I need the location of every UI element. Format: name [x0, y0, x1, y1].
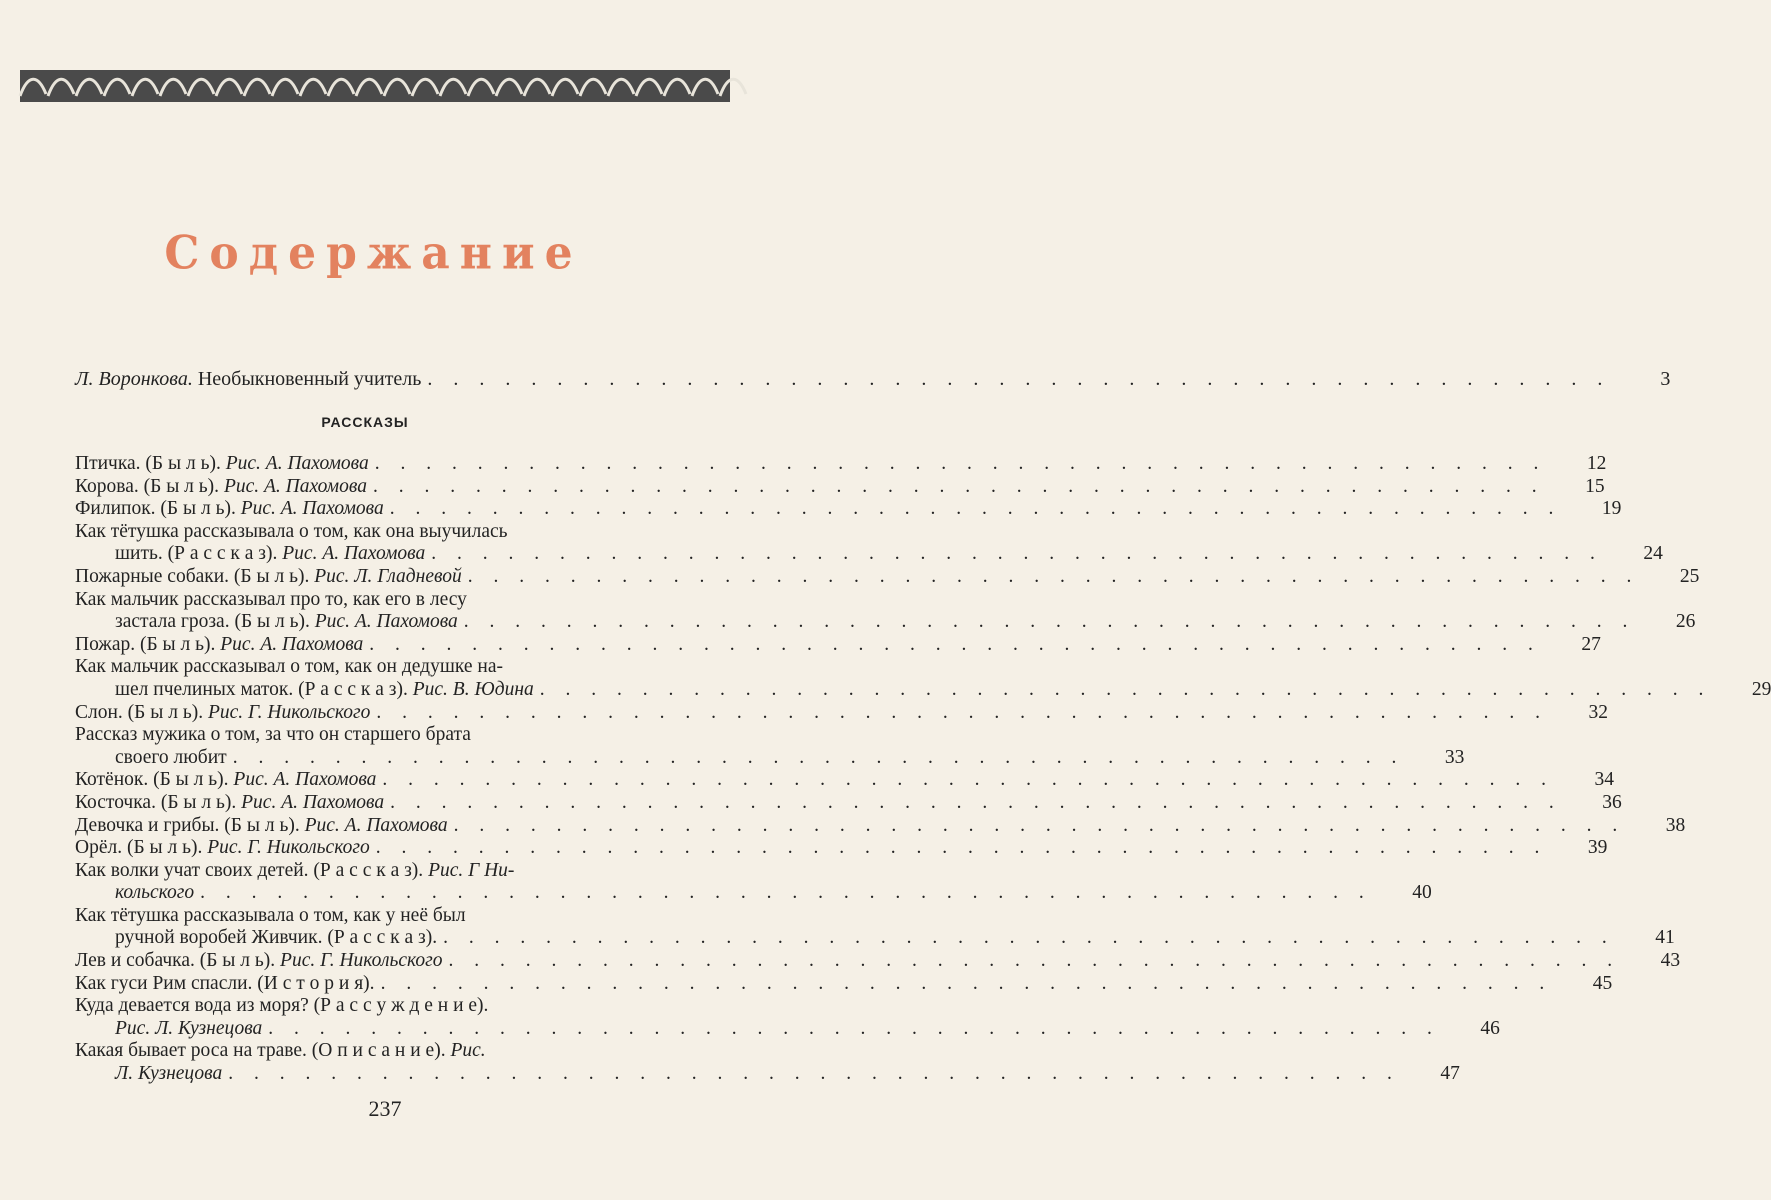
toc-entry-line: [75, 724, 685, 747]
entry-text: Корова. (Б ы л ь). Рис. А. Пахомова: [75, 475, 367, 497]
entry-page: 34: [1594, 769, 1615, 791]
dot-leader: [375, 973, 1553, 996]
entry-text: Как гуси Рим спасли. (И с т о р и я).: [75, 972, 375, 994]
dot-leader: [363, 634, 1541, 657]
entry-page: 15: [1585, 475, 1605, 497]
toc-entry-line: [75, 791, 1622, 815]
dot-leader: [222, 1063, 1400, 1086]
dot-leader: [367, 476, 1545, 499]
toc-entry-line: [75, 746, 1465, 770]
entry-page: 24: [1643, 543, 1663, 565]
toc-entry-line: [75, 678, 1771, 702]
intro-author: Л. Воронкова.: [75, 368, 193, 390]
toc-entry-line: [75, 837, 1608, 860]
entry-page: 43: [1660, 950, 1681, 972]
intro-title: Необыкновенный учитель: [197, 368, 422, 390]
toc-entry-line: [75, 453, 1607, 476]
entry-text: Как волки учат своих детей. (Р а с с к а з). Рис. Г Ни-: [75, 859, 515, 881]
toc-entry-line: [75, 972, 1613, 996]
entry-text: Какая бывает роса на траве. (О п и с а н и е). Рис.: [75, 1040, 486, 1062]
entry-text: Л. Кузнецова: [115, 1063, 223, 1085]
toc-entry-line: [75, 860, 685, 883]
toc-entry-line: [75, 475, 1605, 499]
entry-page: 29: [1751, 678, 1771, 700]
toc-entry-line: [75, 905, 685, 928]
entry-text: своего любит: [115, 746, 227, 768]
entry-page: 12: [1586, 453, 1607, 474]
dot-leader: [421, 368, 1610, 391]
dot-leader: [227, 747, 1405, 770]
dot-leader: [384, 498, 1562, 521]
toc-entry-line: [75, 1063, 1460, 1086]
entry-page: 27: [1581, 633, 1601, 655]
page-number: 237: [368, 1096, 402, 1121]
entry-text: Филипок. (Б ы л ь). Рис. А. Пахомова: [75, 498, 384, 520]
entry-text: Как тётушка рассказывала о том, как у неё был: [75, 904, 466, 926]
toc-entry-line: [75, 927, 1675, 950]
entry-page: 19: [1601, 498, 1622, 520]
dot-leader: [370, 837, 1548, 860]
toc-entry-line: [75, 498, 1622, 521]
intro-entry: [75, 368, 1671, 391]
toc-entry-line: [75, 882, 1432, 905]
toc-entry-line: [75, 589, 685, 612]
toc-list: [75, 453, 1771, 1086]
entry-text: шел пчелиных маток. (Р а с с к а з). Рис. В. Юдина: [115, 678, 534, 700]
dot-leader: [534, 679, 1712, 702]
toc-entry-line: [75, 633, 1601, 657]
dot-leader: [437, 927, 1615, 950]
toc-entry-line: [75, 1017, 1500, 1041]
entry-text: шить. (Р а с с к а з). Рис. А. Пахомова: [115, 543, 426, 565]
dot-leader: [442, 950, 1620, 973]
entry-text: Как мальчик рассказывал о том, как он дедушке на-: [75, 656, 503, 678]
entry-page: 45: [1592, 972, 1613, 994]
entry-text: застала гроза. (Б ы л ь). Рис. А. Пахомова: [115, 611, 458, 633]
toc-entry-line: [75, 769, 1615, 792]
toc-entry-line: [75, 656, 685, 679]
entry-text: Куда девается вода из моря? (Р а с с у ж д е н и е).: [75, 995, 489, 1017]
dot-leader: [369, 453, 1547, 476]
dot-leader: [462, 566, 1640, 589]
entry-text: Как мальчик рассказывал про то, как его в лесу: [75, 588, 467, 610]
entry-text: Пожар. (Б ы л ь). Рис. А. Пахомова: [75, 633, 364, 655]
entry-page: 38: [1665, 814, 1686, 836]
toc-entry-line: [75, 521, 685, 544]
entry-text: Рассказ мужика о том, за что он старшего брата: [75, 724, 471, 746]
toc-entry-line: [75, 565, 1700, 589]
entry-text: Рис. Л. Кузнецова: [115, 1017, 263, 1039]
toc-entry-line: [75, 814, 1686, 838]
entry-page: 41: [1655, 927, 1675, 949]
toc-entry-line: [75, 995, 685, 1018]
entry-text: Как тётушка рассказывала о том, как она выучилась: [75, 520, 508, 542]
dot-leader: [376, 769, 1554, 792]
dot-leader: [370, 702, 1548, 725]
ornament-border: [20, 70, 730, 102]
toc-entry-line: [75, 1040, 685, 1063]
toc-entry-line: [75, 701, 1609, 725]
entry-page: 25: [1679, 565, 1700, 587]
entry-text: Пожарные собаки. (Б ы л ь). Рис. Л. Гладневой: [75, 565, 462, 587]
entry-text: Девочка и грибы. (Б ы л ь). Рис. А. Пахомова: [75, 814, 448, 836]
dot-leader: [448, 815, 1626, 838]
entry-page: 39: [1587, 837, 1608, 859]
entry-page: 40: [1412, 882, 1432, 904]
dot-leader: [458, 611, 1636, 634]
toc-entry-line: [75, 950, 1681, 973]
toc-entry-line: [75, 611, 1696, 634]
entry-page: 33: [1444, 746, 1465, 768]
entry-page: 47: [1440, 1063, 1460, 1085]
entry-text: ручной воробей Живчик. (Р а с с к а з).: [115, 927, 438, 949]
entry-page: 46: [1480, 1017, 1500, 1039]
dot-leader: [262, 1018, 1440, 1041]
entry-text: Слон. (Б ы л ь). Рис. Г. Никольского: [75, 701, 371, 723]
intro-page: 3: [1660, 368, 1671, 390]
section-heading: РАССКАЗЫ: [321, 414, 409, 430]
entry-page: 26: [1675, 611, 1696, 633]
entry-page: 32: [1588, 701, 1609, 723]
entry-text: Косточка. (Б ы л ь). Рис. А. Пахомова: [75, 791, 385, 813]
page-title: Содержание: [164, 226, 583, 281]
dot-leader: [194, 882, 1372, 905]
dot-leader: [384, 792, 1562, 815]
entry-text: Орёл. (Б ы л ь). Рис. Г. Никольского: [75, 837, 370, 859]
toc-entry-line: [75, 543, 1663, 566]
entry-text: кольского: [115, 882, 195, 904]
dot-leader: [425, 543, 1603, 566]
entry-page: 36: [1602, 791, 1622, 813]
entry-text: Котёнок. (Б ы л ь). Рис. А. Пахомова: [75, 769, 377, 791]
entry-text: Лев и собачка. (Б ы л ь). Рис. Г. Никольского: [75, 950, 443, 972]
entry-text: Птичка. (Б ы л ь). Рис. А. Пахомова: [75, 453, 369, 474]
